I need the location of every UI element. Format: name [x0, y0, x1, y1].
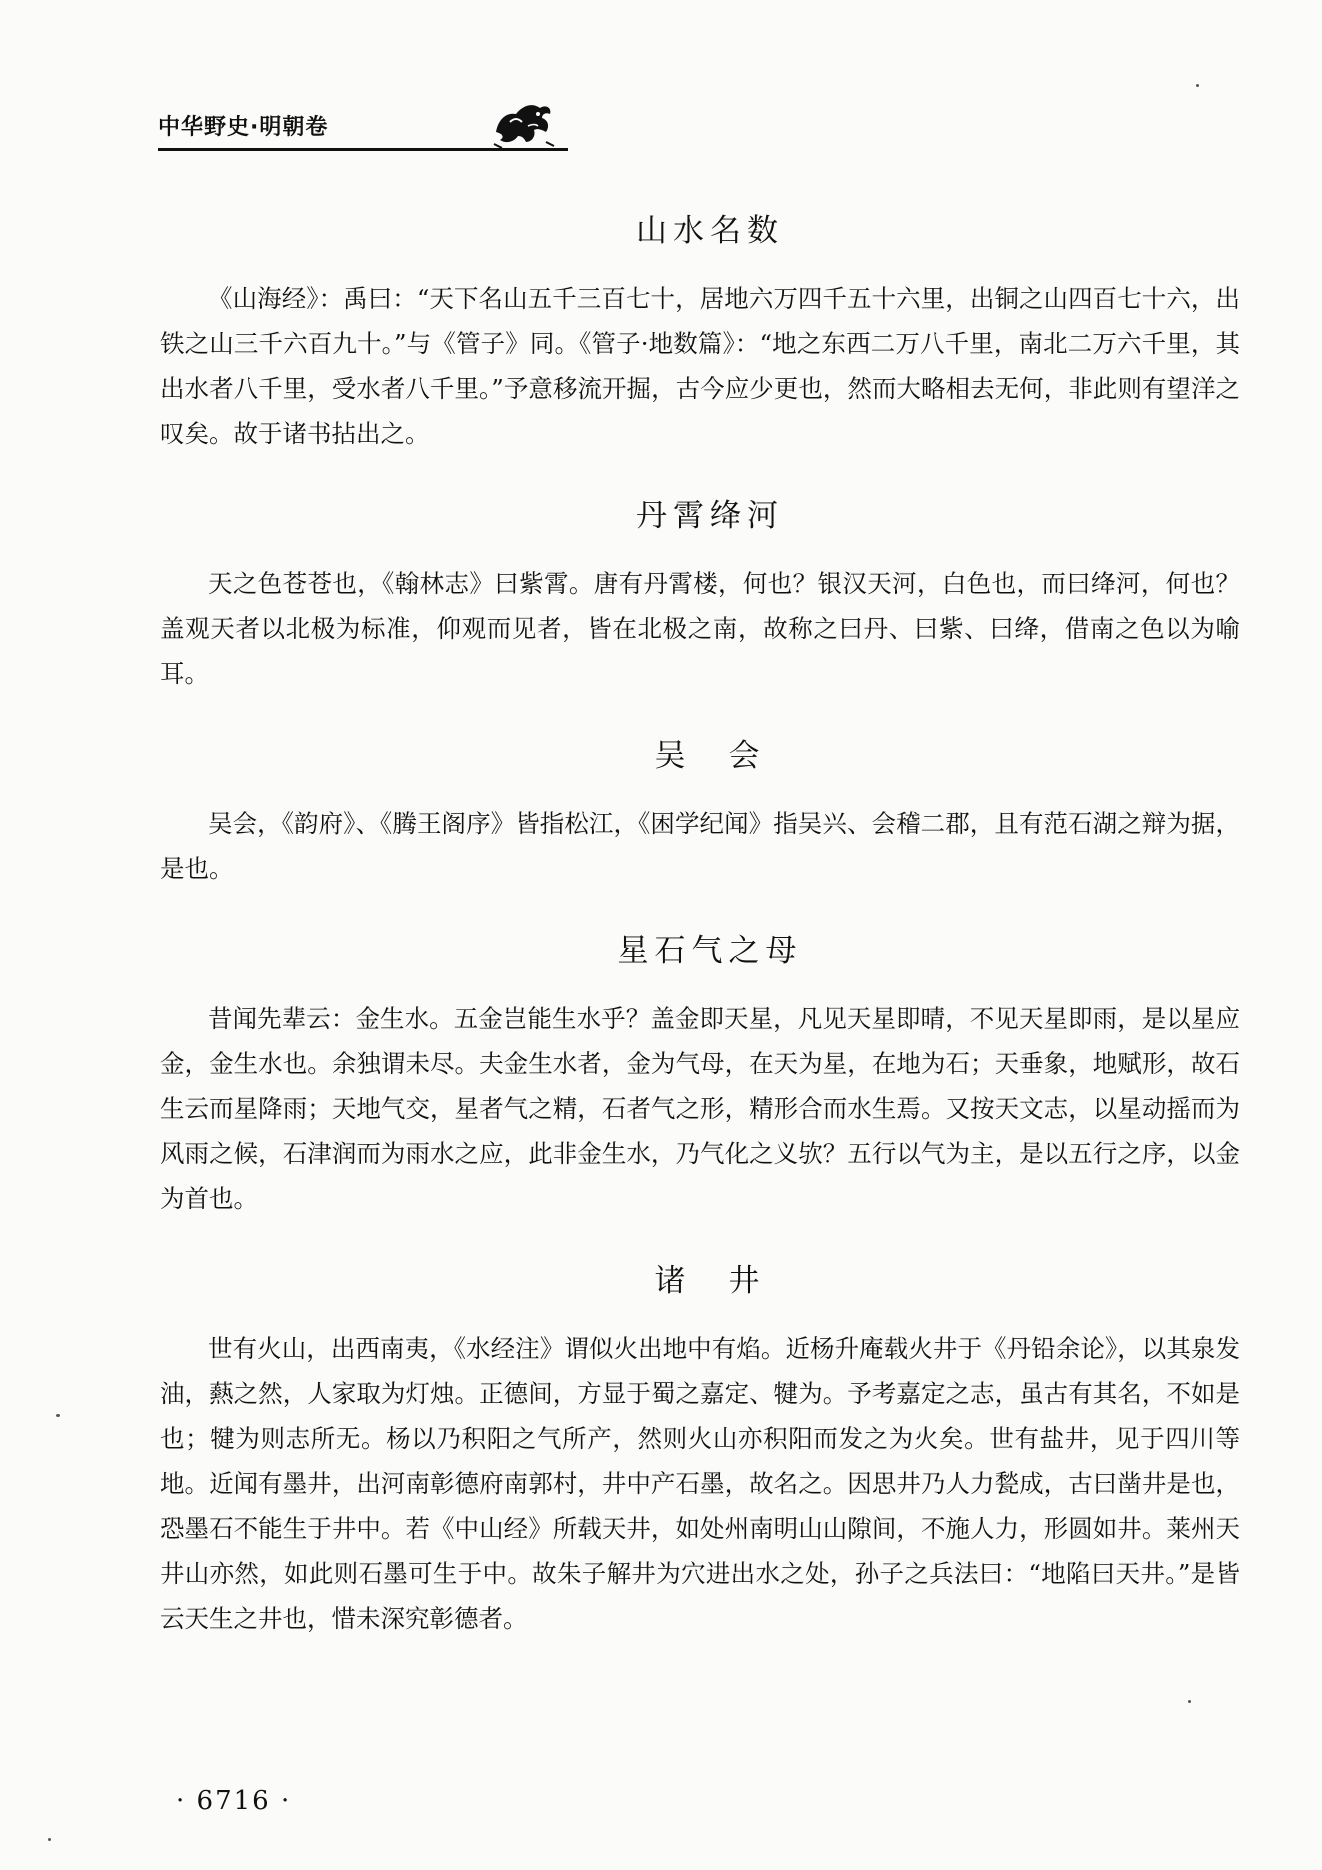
section-danxiao-jianghe: [160, 490, 1240, 696]
section-body: 天之色苍苍也，《翰林志》曰紫霄。唐有丹霄楼，何也？银汉天河，白色也，而曰绛河，何也？盖观天者以北极为标准，仰观而见者，皆在北极之南，故称之曰丹、曰紫、曰绛，借南之色以为喻耳。: [160, 569, 1240, 688]
section-shanshui-mingshu: [160, 205, 1240, 456]
section-title: 诸 井: [654, 1263, 766, 1299]
section-title: 丹霄绛河: [636, 498, 784, 534]
scan-speck: [1196, 84, 1199, 87]
section-body: 吴会，《韵府》、《腾王阁序》皆指松江，《困学纪闻》指吴兴、会稽二郡，且有范石湖之辩为据，是也。: [160, 809, 1240, 883]
scan-speck: [48, 1838, 51, 1841]
section-xingshi-qizhimu: [160, 925, 1240, 1221]
section-body: 《山海经》：禹曰：“天下名山五千三百七十，居地六万四千五十六里，出铜之山四百七十六，出铁之山三千六百九十。”与《管子》同。《管子·地数篇》：“地之东西二万八千里，南北二万六千里，其出水者八千里，受水者八千里。”予意移流开掘，古今应少更也，然而大略相去无何，非此则有望洋之叹矣。故于诸书拈出之。: [160, 284, 1240, 448]
page-content: [160, 205, 1240, 1675]
scan-speck: [56, 1414, 60, 1417]
page-number: · 6716 ·: [176, 1786, 292, 1816]
section-wuhui: [160, 730, 1240, 891]
running-header: [158, 92, 568, 156]
section-body: 世有火山，出西南夷，《水经注》谓似火出地中有焰。近杨升庵载火井于《丹铅余论》，以其泉发油，爇之然，人家取为灯烛。正德间，方显于蜀之嘉定、犍为。予考嘉定之志，虽古有其名，不如是也；犍为则志所无。杨以乃积阳之气所产，然则火山亦积阳而发之为火矣。世有盐井，见于四川等地。近闻有墨井，出河南彰德府南郭村，井中产石墨，故名之。因思井乃人力甃成，古曰凿井是也，恐墨石不能生于井中。若《中山经》所载天井，如处州南明山山隙间，不施人力，形圆如井。莱州天井山亦然，如此则石墨可生于中。故朱子解井为穴进出水之处，孙子之兵法曰：“地陷曰天井。”是皆云天生之井也，惜未深究彰德者。: [160, 1334, 1240, 1633]
section-zhujing: [160, 1255, 1240, 1641]
section-title: 星石气之母: [617, 933, 803, 969]
header-rule: [158, 148, 568, 151]
section-body: 昔闻先辈云：金生水。五金岂能生水乎？盖金即天星，凡见天星即晴，不见天星即雨，是以星应金，金生水也。余独谓未尽。夫金生水者，金为气母，在天为星，在地为石；天垂象，地赋形，故石生云而星降雨；天地气交，星者气之精，石者气之形，精形合而水生焉。又按天文志，以星动摇而为风雨之候，石津润而为雨水之应，此非金生水，乃气化之义欤？五行以气为主，是以五行之序，以金为首也。: [160, 1004, 1240, 1213]
book-title: 中华野史·明朝卷: [158, 115, 329, 140]
section-title: 山水名数: [636, 213, 784, 249]
scan-speck: [1188, 1700, 1191, 1703]
dragon-emblem-icon: [488, 92, 558, 150]
section-title: 吴 会: [654, 738, 766, 774]
